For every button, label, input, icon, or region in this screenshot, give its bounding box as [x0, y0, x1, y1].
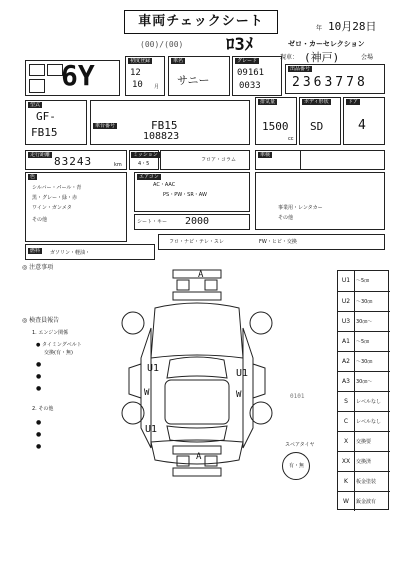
legend-row: [338, 451, 390, 471]
mark-w-right: W: [236, 390, 242, 400]
bullet: ●: [36, 419, 42, 426]
mark-u1-right: U1: [236, 368, 249, 379]
legend-desc: 〜30㎝: [356, 359, 373, 365]
mark-u1-left: U1: [147, 363, 160, 374]
date-handwritten: 10月28日: [328, 20, 377, 33]
lot-value: 6Y: [61, 59, 95, 92]
model-value: サニー: [177, 74, 210, 87]
lot-checkbox-1: [29, 64, 45, 76]
legend-code: S: [338, 392, 355, 411]
inspection-box: [255, 150, 385, 170]
stamp-code: 0101: [290, 393, 305, 400]
equipment-box: [134, 172, 250, 212]
legend-row: [338, 311, 390, 331]
front-box-left: [177, 280, 189, 290]
legend-desc: 交換要: [356, 439, 372, 445]
door-value: 4: [358, 118, 366, 133]
left-door: [129, 364, 141, 398]
mileage-value: 83243: [54, 155, 93, 168]
history-other: その他: [278, 215, 294, 221]
legend-code: U3: [338, 312, 355, 331]
inspector-title-text: 検査員報告: [29, 317, 60, 324]
spare-tire-label: スペアタイヤ: [285, 442, 315, 448]
bullet: ●: [36, 431, 42, 438]
right-door: [253, 364, 265, 398]
color-options-3: ワイン・ガンメタ: [32, 205, 72, 211]
displacement-label: 排気量: [260, 99, 276, 105]
hood-outline: [151, 303, 243, 358]
equipment-options: PS・PW・SR・AW: [163, 192, 207, 198]
chassis-value-2: 108823: [143, 131, 180, 142]
body-shape-label: ボディ形状: [304, 99, 329, 105]
engine-label: 1. エンジン関係: [32, 330, 69, 336]
front-box-right: [205, 280, 217, 290]
misc-box: [158, 234, 385, 250]
color-options-1: シルバー・パール・青: [32, 185, 82, 191]
displacement-unit: cc: [288, 136, 294, 142]
sheet-title: 車両チェックシート: [124, 10, 278, 34]
shift-label: ミッション: [133, 152, 158, 158]
legend-row: [338, 271, 390, 291]
type-value-2: FB15: [31, 126, 58, 139]
belt-label-text: タイミングベルト: [41, 342, 82, 348]
legend-code: A1: [338, 332, 355, 351]
color-label: 色: [30, 174, 36, 180]
seat-box: [134, 214, 250, 230]
legend-row: [338, 291, 390, 311]
legend-code: U1: [338, 271, 355, 291]
wheel-front-right: [250, 312, 272, 334]
spare-tire-options: 有・無: [289, 463, 305, 469]
caution-title: ◎ 注意事項: [22, 264, 54, 271]
mark-w-left: W: [144, 388, 150, 398]
bullet: ●: [36, 443, 42, 450]
legend-code: A2: [338, 352, 355, 371]
history-options: 事業用・レンタカー: [278, 205, 323, 211]
door-label: ドア: [348, 99, 358, 105]
legend-code: XX: [338, 452, 355, 471]
shift-options-box: [160, 150, 250, 170]
shift-options: フロア・コラム: [201, 157, 236, 163]
misc-options-2: FW・ヒビ・交換: [259, 239, 297, 245]
shift-value: 4・5: [138, 161, 150, 167]
history-box: [255, 172, 385, 230]
type-box: [25, 100, 87, 145]
mileage-unit: km: [114, 162, 122, 168]
legend-desc: 〜30㎝: [356, 299, 373, 305]
legend-desc: 30㎝〜: [356, 319, 373, 325]
lot-number-box: [285, 64, 385, 94]
mark-a-bottom: A: [196, 452, 202, 462]
legend-code: A3: [338, 372, 355, 391]
venue-label: 現車：: [280, 54, 299, 61]
legend-code: U2: [338, 292, 355, 311]
first-registration-year: 12: [130, 68, 141, 78]
type-value-1: GF-: [36, 110, 56, 123]
door-box: [343, 97, 385, 145]
other-label: 2. その他: [32, 406, 54, 412]
seat-value: 2000: [185, 216, 210, 227]
legend-code: K: [338, 472, 355, 491]
date-year-label: 年: [316, 25, 323, 32]
caution-title-text: 注意事項: [29, 264, 54, 271]
month-unit: 月: [154, 84, 160, 90]
lot-checkbox-3: [29, 79, 45, 93]
belt-label: ● タイミングベルト: [36, 342, 82, 348]
displacement-box: [255, 97, 297, 145]
legend-row: [338, 331, 390, 351]
legend-desc: 30㎝〜: [356, 379, 373, 385]
legend-desc: 〜5㎝: [356, 278, 370, 284]
aircon-label: エアコン: [139, 174, 159, 180]
color-box: [25, 172, 127, 242]
mileage-box: [25, 150, 127, 170]
body-shape-value: SD: [310, 120, 324, 133]
seat-label: シート・キー: [137, 219, 168, 225]
legend-row: [338, 471, 390, 491]
company-name: ゼロ・カーセレクション: [288, 40, 365, 48]
front-bumper-top: [173, 270, 221, 278]
belt-sub: 交換(有・無): [44, 350, 73, 356]
displacement-value: 1500: [262, 120, 289, 133]
shift-box: [129, 150, 159, 170]
misc-options: フロ・ナビ・テレ・スレ: [169, 239, 224, 245]
inspector-title: ◎ 検査員報告: [22, 317, 60, 324]
grade-box: [232, 56, 282, 96]
damage-legend-table: [337, 270, 389, 510]
roof: [165, 380, 229, 424]
legend-code: X: [338, 432, 355, 451]
mileage-label: 走行距離: [30, 152, 51, 158]
big-handwritten-mark: ﾛ3ﾒ: [226, 35, 254, 55]
legend-code: C: [338, 412, 355, 431]
bullet: ●: [36, 361, 42, 368]
legend-desc: レベルなし: [356, 419, 382, 425]
venue-suffix: 会場: [361, 54, 374, 61]
stamp-note: (00)/(00): [140, 40, 184, 49]
legend-row: [338, 391, 390, 411]
wheel-front-left: [122, 312, 144, 334]
rear-box-left: [177, 456, 189, 466]
lot-box: [25, 60, 120, 96]
venue-handwritten: (神戸): [304, 51, 340, 64]
spare-tire-circle: [282, 452, 310, 480]
first-registration-box: [125, 56, 165, 96]
color-options-2: 黒・グレー・緑・赤: [32, 195, 78, 201]
legend-row: [338, 491, 390, 511]
lot-number-label: 出品番号: [290, 66, 311, 72]
aircon-options: AC・AAC: [153, 182, 176, 188]
chassis-value-1: FB15: [151, 119, 178, 132]
body-shape-box: [299, 97, 341, 145]
front-bumper: [173, 292, 221, 300]
rear-bumper-bottom: [173, 468, 221, 476]
legend-row: [338, 371, 390, 391]
inspection-label: 車検: [260, 152, 271, 158]
rear-box-right: [205, 456, 217, 466]
legend-row: [338, 351, 390, 371]
legend-desc: 板金塗装: [356, 479, 377, 485]
car-damage-diagram: [115, 268, 285, 478]
inspection-divider: [300, 151, 301, 169]
legend-desc: 〜5㎝: [356, 339, 370, 345]
legend-desc: 鈑金波有: [356, 499, 377, 505]
model-label: 車名: [173, 58, 184, 64]
right-side-panel: [243, 328, 253, 448]
grade-value-2: 0033: [239, 81, 261, 91]
type-label: 型式: [30, 102, 41, 108]
legend-code: W: [338, 492, 355, 511]
fuel-box: [25, 244, 155, 260]
mark-u1-bottom: U1: [145, 424, 158, 435]
fuel-value: ガソリン・軽油・: [50, 250, 91, 256]
lot-number-value: 2363778: [292, 75, 368, 90]
bullet: ●: [36, 373, 42, 380]
bullet: ●: [36, 385, 42, 392]
model-box: [168, 56, 230, 96]
chassis-box: [90, 100, 250, 145]
legend-row: [338, 411, 390, 431]
legend-desc: 交換済: [356, 459, 372, 465]
color-other: その他: [32, 217, 48, 223]
first-registration-label: 初度登録: [130, 58, 151, 64]
fuel-label: 燃料: [30, 248, 41, 254]
windshield: [167, 357, 227, 378]
chassis-label: 車台番号: [95, 123, 116, 129]
mark-a-top: A: [198, 270, 204, 280]
legend-desc: レベルなし: [356, 399, 382, 405]
grade-label: グレード: [237, 58, 258, 64]
grade-value-1: 09161: [237, 68, 265, 78]
legend-row: [338, 431, 390, 451]
first-registration-month: 10: [132, 80, 143, 90]
